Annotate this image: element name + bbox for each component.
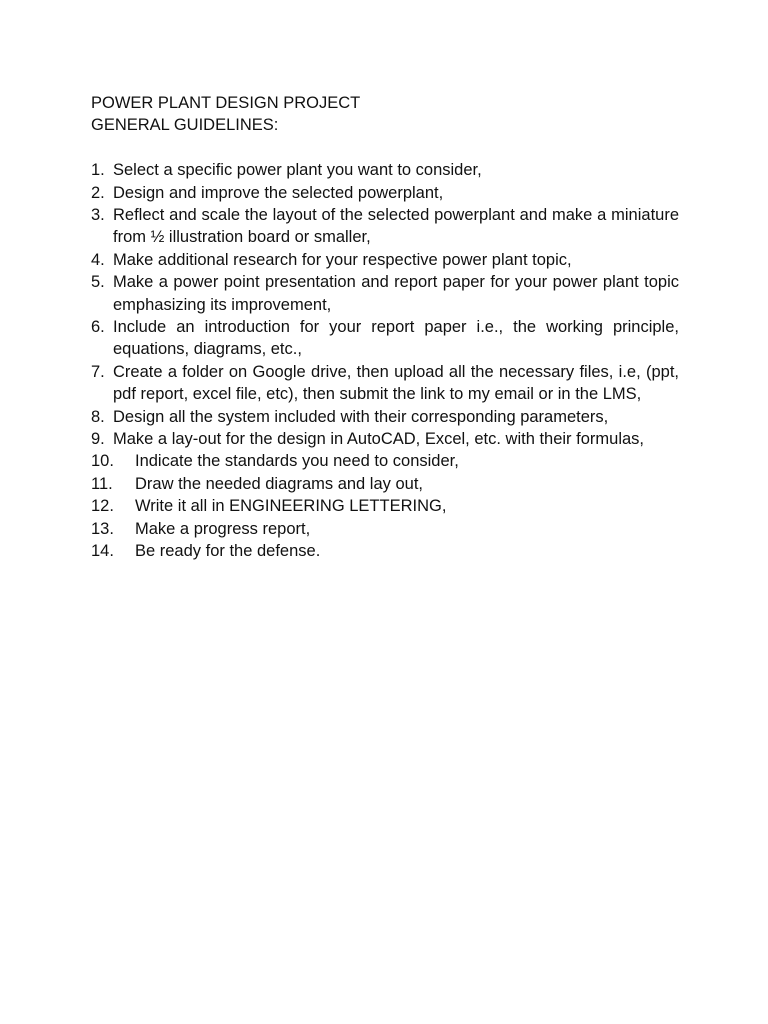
list-item bbox=[91, 182, 679, 204]
item-number: 7. bbox=[91, 362, 105, 381]
item-text: Reflect and scale the layout of the selected powerplant and make a miniature from ½ illustration board or smaller, bbox=[113, 206, 679, 247]
item-number: 4. bbox=[91, 250, 105, 269]
list-item bbox=[91, 450, 679, 472]
list-item bbox=[91, 473, 679, 495]
item-number: 1. bbox=[91, 161, 105, 180]
list-item bbox=[91, 159, 679, 181]
list-item bbox=[91, 518, 679, 540]
item-number: 2. bbox=[91, 183, 105, 202]
item-text: Make a progress report, bbox=[135, 519, 311, 538]
item-text: Make additional research for your respective power plant topic, bbox=[113, 250, 572, 269]
item-text: Be ready for the defense. bbox=[135, 542, 321, 561]
list-item bbox=[91, 271, 679, 316]
item-number: 11. bbox=[91, 474, 113, 493]
item-number: 14. bbox=[91, 542, 114, 561]
item-text: Design all the system included with their corresponding parameters, bbox=[113, 407, 609, 426]
list-item bbox=[91, 428, 679, 450]
item-text: Make a lay-out for the design in AutoCAD, Excel, etc. with their formulas, bbox=[113, 430, 644, 449]
list-item bbox=[91, 361, 679, 406]
document-subtitle: GENERAL GUIDELINES: bbox=[91, 116, 279, 135]
item-text: Design and improve the selected powerplant, bbox=[113, 183, 444, 202]
item-number: 12. bbox=[91, 497, 114, 516]
guidelines-list bbox=[91, 159, 679, 562]
document-title: POWER PLANT DESIGN PROJECT bbox=[91, 94, 361, 112]
item-number: 13. bbox=[91, 519, 114, 538]
item-text: Create a folder on Google drive, then upload all the necessary files, i.e, (ppt, pdf report, excel file, etc), then submit the link to my email or in the LMS, bbox=[113, 362, 679, 404]
item-number: 10. bbox=[91, 452, 114, 471]
list-item bbox=[91, 406, 679, 428]
list-item bbox=[91, 540, 679, 562]
item-number: 6. bbox=[91, 318, 105, 337]
item-text: Indicate the standards you need to consider, bbox=[135, 452, 459, 471]
list-item bbox=[91, 495, 679, 517]
item-number: 3. bbox=[91, 206, 105, 225]
list-item bbox=[91, 316, 679, 361]
item-number: 8. bbox=[91, 407, 105, 426]
item-text: Draw the needed diagrams and lay out, bbox=[135, 474, 424, 493]
item-text: Select a specific power plant you want to consider, bbox=[113, 161, 482, 180]
item-number: 5. bbox=[91, 273, 105, 292]
list-item bbox=[91, 204, 679, 249]
item-text: Write it all in ENGINEERING LETTERING, bbox=[135, 497, 447, 516]
item-text: Make a power point presentation and report paper for your power plant topic emphasizing its improvement, bbox=[113, 273, 679, 314]
document-body bbox=[91, 92, 679, 563]
item-text: Include an introduction for your report paper i.e., the working principle, equations, diagrams, etc., bbox=[113, 318, 679, 359]
list-item bbox=[91, 249, 679, 271]
item-number: 9. bbox=[91, 430, 105, 449]
